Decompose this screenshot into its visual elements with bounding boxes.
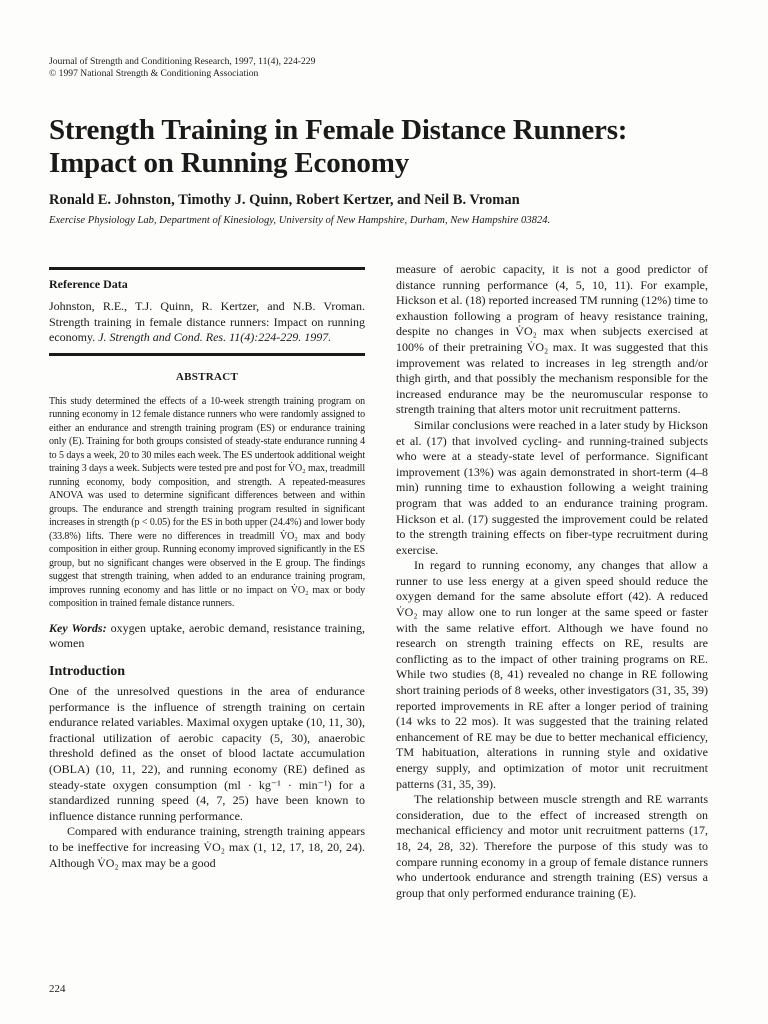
right-paragraph-4: The relationship between muscle strength and RE warrants consideration, due to the effect of increased strength on mechanical efficiency and motor unit recruitment patterns (17, 18, 24, 28, 32). Therefore the purpose of this study was to compare running economy in a group of female distance runners who undertook endurance and strength training (ES) versus a group that only performed endurance training (E). bbox=[396, 792, 708, 900]
left-column bbox=[49, 267, 365, 871]
reference-heading: Reference Data bbox=[49, 277, 128, 291]
right-column bbox=[396, 262, 708, 901]
reference-citation: Johnston, R.E., T.J. Quinn, R. Kertzer, and N.B. Vroman. Strength training in female distance runners: Impact on running economy. bbox=[49, 299, 365, 345]
keywords-text: oxygen uptake, aerobic demand, resistance training, women bbox=[49, 620, 365, 651]
introduction-heading: Introduction bbox=[49, 663, 125, 679]
keywords-label: Key Words: bbox=[49, 620, 107, 635]
journal-copyright: © 1997 National Strength & Conditioning Association bbox=[49, 68, 259, 79]
introduction-paragraph-2: Compared with endurance training, strength training appears to be ineffective for increasing V̇O₂ max (1, 12, 17, 18, 20, 24). Although V̇O₂ max may be a good bbox=[49, 824, 365, 870]
reference-journal: J. Strength and Cond. Res. 11(4):224-229. 1997. bbox=[98, 330, 332, 345]
right-paragraph-1: measure of aerobic capacity, it is not a good predictor of distance running performance (4, 5, 10, 11). For example, Hickson et al. (18) reported increased TM running (12%) time to exhaustion following a program of heavy resistance training, despite no changes in V̇O₂ max when subjects exercised at 100% of their pretraining V̇O₂ max. It was suggested that this improvement was related to increases in leg strength and/or thigh girth, and that possibly the mechanism responsible for the increased endurance may be the neuromuscular response to strength training that alters motor unit recruitment patterns. bbox=[396, 262, 708, 417]
authors: Ronald E. Johnston, Timothy J. Quinn, Robert Kertzer, and Neil B. Vroman bbox=[49, 192, 520, 208]
abstract-text: This study determined the effects of a 10-week strength training program on running economy in 12 female distance runners who were randomly assigned to either an endurance and strength training program (ES) or endurance training only (E). Training for both groups consisted of steady-state endurance running 4 to 5 days a week, 20 to 30 miles each week. The ES undertook additional weight training 3 days a week. Subjects were tested pre and post for V̇O₂ max, treadmill running economy, body composition, and strength. A repeated-measures ANOVA was used to determine significant differences between and within groups. The endurance and strength training program resulted in significant increases in strength (p < 0.05) for the ES in both upper (24.4%) and lower body (33.8%) lifts. There were no differences in treadmill V̇O₂ max and body composition in either group. Running economy improved significantly in the ES group, but no significant changes were observed in the E group. The findings suggest that strength training, when added to an endurance training program, improves running economy and has little or no impact on V̇O₂ max or body composition in trained female distance runners. bbox=[49, 395, 365, 610]
right-paragraph-3: In regard to running economy, any changes that allow a runner to use less energy at a given speed should reduce the oxygen demand for the same absolute effort (42). A reduced V̇O₂ may allow one to run longer at the same speed or faster with the same relative effort. Although we have found no research on strength training effects on RE, results are conflicting as to the impact of other training programs on RE. While two studies (8, 41) revealed no change in RE following short training periods of 8 weeks, other investigators (31, 35, 39) reported improvements in RE after a longer period of training (14 wks to 22 mos). It was suggested that the training related enhancement of RE may be due to better mechanical efficiency, TM habituation, alterations in running style and oxidative energy supply, and optimization of motor unit recruitment patterns (31, 35, 39). bbox=[396, 558, 708, 791]
reference-text bbox=[49, 299, 365, 346]
keywords bbox=[49, 621, 365, 652]
divider-top bbox=[49, 267, 365, 270]
title-line-1: Strength Training in Female Distance Runners: bbox=[49, 114, 628, 146]
introduction-paragraph-1: One of the unresolved questions in the area of endurance performance is the influence of strength training on certain endurance related variables. Maximal oxygen uptake (10, 11, 30), fractional utilization of aerobic capacity (5, 30), anaerobic threshold defined as the onset of blood lactate accumulation (OBLA) (10, 11, 22), and running economy (RE) defined as steady-state oxygen consumption (ml · kg⁻¹ · min⁻¹) for a standardized running speed (4, 7, 25) have been known to influence distance running performance. bbox=[49, 683, 365, 823]
page-number: 224 bbox=[49, 983, 66, 995]
journal-citation: Journal of Strength and Conditioning Research, 1997, 11(4), 224-229 bbox=[49, 56, 316, 67]
journal-info bbox=[49, 56, 315, 80]
paper-title bbox=[49, 114, 729, 180]
affiliation: Exercise Physiology Lab, Department of Kinesiology, University of New Hampshire, Durham, New Hampshire 03824. bbox=[49, 215, 551, 226]
divider-bottom bbox=[49, 353, 365, 356]
right-paragraph-2: Similar conclusions were reached in a later study by Hickson et al. (17) that involved cycling- and running-trained subjects who were at a steady-state level of performance. Significant improvement (13%) was again demonstrated in short-term (4–8 min) running time to exhaustion following a weight training program that was added to an endurance training program. Hickson et al. (17) suggested the improvement could be related to the strength training effects on fiber-type recruitment during exercise. bbox=[396, 417, 708, 557]
abstract-heading: ABSTRACT bbox=[175, 370, 239, 383]
title-line-2: Impact on Running Economy bbox=[49, 147, 409, 179]
